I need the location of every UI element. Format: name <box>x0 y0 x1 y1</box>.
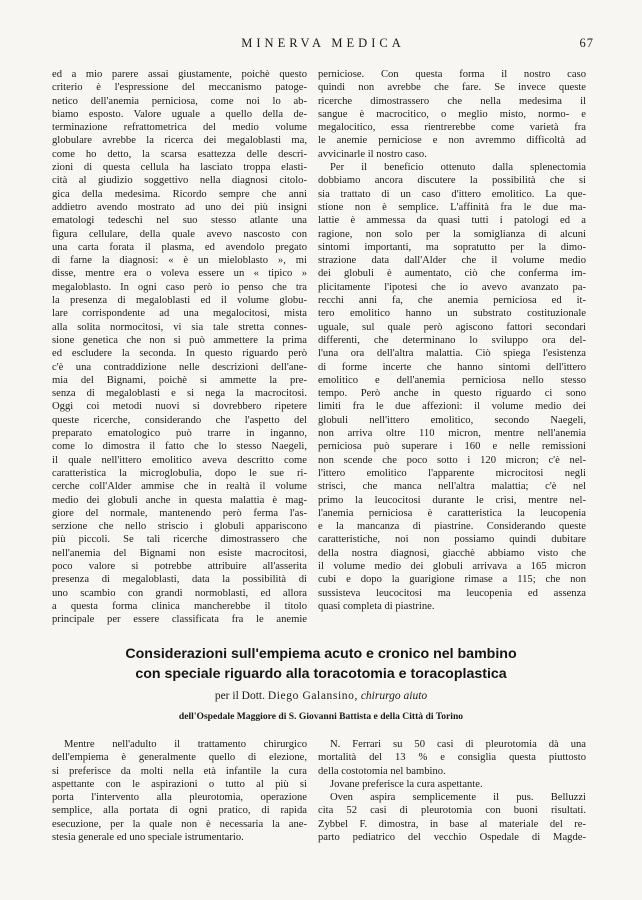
text-line: medio dei globuli anche in questa malattia è mag- <box>52 494 307 506</box>
text-line: sangue è macrocitico, o meglio misto, normo- e <box>318 108 586 120</box>
text-line: semplice, alla portata di ogni pratico, di rapida <box>52 805 307 817</box>
page-number: 67 <box>579 36 594 50</box>
text-line: e la mancanza di piastrine. Considerando queste <box>318 521 586 533</box>
left-column-paragraph <box>52 68 307 626</box>
text-line: lare corrispondente ad una megalocitosi, mista <box>52 308 307 320</box>
text-line: plicitamente l'ipotesi che io avevo avanzato pa- <box>318 281 586 293</box>
text-line: sia trattato di un caso d'ittero emolitico. La que- <box>318 188 586 200</box>
text-line: ed a mio parere assai giustamente, poichè questo <box>52 69 307 80</box>
text-line: più piccoli. Se tali ricerche dimostrassero che <box>52 534 307 546</box>
text-line: megaloblasto. In ogni caso però io penso che tra <box>52 281 307 293</box>
text-line: la presenza di megaloblasti ed il volume globu- <box>52 295 307 307</box>
article-left-column <box>52 738 307 844</box>
text-line: perniciosa può superare i 160 e nelle remissioni <box>318 441 586 453</box>
text-line: uguale, sul quale però agiscono fattori secondari <box>318 321 586 333</box>
byline-prefix: per il Dott. <box>214 690 265 702</box>
text-line: cita 52 casi di pleurotomia con buoni risultati. <box>318 805 586 817</box>
text-line: dobbiamo ancora discutere la possibilità che si <box>318 175 586 187</box>
article-title-line-1: Considerazioni sull'empiema acuto e cronico nel bambino <box>125 646 517 662</box>
text-line: ed escludere la seconda. In questo riguardo però <box>52 348 307 360</box>
text-line: N. Ferrari su 50 casi di pleurotomia dà una <box>330 739 586 750</box>
text-line: globuli nell'ittero emolitico, secondo Naegeli, <box>318 414 586 426</box>
text-line: c'è una contraddizione nelle descrizioni dell'ane- <box>52 361 307 373</box>
text-line: esecuzione, per la quale non è necessaria la ane- <box>52 818 307 830</box>
text-line: aspettante con le aspirazioni o tutto al più si <box>52 778 307 790</box>
text-line: tempo. Però anche in questo riguardo ci sono <box>318 388 586 400</box>
article-right-column <box>318 738 586 844</box>
text-line: serzione che nello striscio i globuli appariscono <box>52 521 307 533</box>
text-line: biamo esposto. Valore uguale a quello della de- <box>52 108 307 120</box>
text-line: caratteristica la microglobulia, dopo le sue ri- <box>52 467 307 479</box>
text-line: il volume medio dei globuli arrivava a 165 micron <box>318 560 586 572</box>
text-line: si preferisce da molti nella età infantile la cura <box>52 765 307 777</box>
text-line: differenti, che determinano lo sviluppo ora del- <box>318 334 586 346</box>
text-line: poco valore si potrebbe attribuire all'asserita <box>52 560 307 572</box>
text-line: recchi anni fa, che anemia perniciosa ed it- <box>318 295 586 307</box>
right-column-text <box>318 68 586 613</box>
text-line: stesia generale ed uno speciale istrumentario. <box>52 832 244 844</box>
text-line: non scende che poco sotto i 120 micron; c'è nel- <box>318 454 586 466</box>
text-line: megalocitico, essa rientrerebbe come varietà fra <box>318 122 586 134</box>
text-line: strisci, che manca nell'altra malattia; c'è nel <box>318 481 586 493</box>
text-line: principale per essere classificata fra le anemie <box>52 614 307 626</box>
text-line: di forme incerte che hanno sintomi dell'ittero <box>318 361 586 373</box>
text-line: una carta forata il plasma, ed avendolo pregato <box>52 241 307 253</box>
text-line: lattie è ammessa da quasi tutti i patologi ed a <box>318 215 586 227</box>
page-header <box>52 36 594 52</box>
article-byline <box>40 690 602 702</box>
text-line: disse, mentre era o voleva essere un « tipico » <box>52 268 307 280</box>
text-line: criterio è l'espressione del meccanismo patoge- <box>52 82 307 94</box>
right-column-paragraph <box>318 68 586 613</box>
text-line: Oggi coi metodi nuovi si dovrebbero ripetere <box>52 401 307 413</box>
text-line: addietro avendo mostrato ad uno dei più insigni <box>52 201 307 213</box>
left-column-text <box>52 68 307 626</box>
text-line: strazione data dall'Alder che il volume medio <box>318 255 586 267</box>
text-line: quasi completa di piastrine. <box>318 600 435 612</box>
text-line: mia del Bignami, poichè si ammette la pre- <box>52 374 307 386</box>
text-line: nell'anemia del Bignami non esiste macrocitosi, <box>52 547 307 559</box>
text-line: non arriva oltre 110 micron, mentre nell'anemia <box>318 428 586 440</box>
text-line: limiti fra le due affezioni: il volume medio dei <box>318 401 586 413</box>
text-line: della costotomia nel bambino. <box>318 765 446 777</box>
text-line: della nostra diagnosi, giacchè abbiamo visto che <box>318 547 586 559</box>
text-line: globulare avrebbe la ricerca dei megaloblasti ma, <box>52 135 307 147</box>
text-line: tero emolitico hanno un substrato costituzionale <box>318 308 586 320</box>
text-line: quindi non avrebbe che fare. Se invece queste <box>318 82 586 94</box>
text-line: sintomi importanti, ma sopratutto per la dimo- <box>318 241 586 253</box>
article-title-line-2: con speciale riguardo alla toracotomia e toracoplastica <box>135 666 507 682</box>
text-line: giore del normale, mantenendo però ferma l'as- <box>52 507 307 519</box>
text-line: Oven aspira semplicemente il pus. Belluzzi <box>330 792 586 804</box>
text-line: come lo dimostra il fatto che lo stesso Naegeli, <box>52 441 307 453</box>
text-line: preparato ematologico può trarre in inganno, <box>52 428 307 440</box>
text-line: l'ittero emolitico l'apparente microcitosi negli <box>318 467 586 479</box>
text-line: cubi e dopo la guarigione rimase a 115; che non <box>318 574 586 586</box>
article-paragraph <box>318 738 586 844</box>
text-line: Per il beneficio ottenuto dalla splenectomia <box>330 162 586 174</box>
text-line: gica della medesima. Ricordo sempre che anni <box>52 188 307 200</box>
text-line: ragione, non solo per la somiglianza di alcuni <box>318 228 586 240</box>
text-line: le anemie perniciose e non avremmo difficoltà ad <box>318 135 586 147</box>
text-line: sussisteva leucocitosi ma leucopenia ed assenza <box>318 587 586 599</box>
text-line: parto pediatrico del vecchio Ospedale di Magde- <box>318 832 586 844</box>
author-role: chirurgo aiuto <box>360 690 428 702</box>
text-line: zioni di questa cellula ha lasciato troppa elasti- <box>52 162 307 174</box>
text-line: stione non è semplice. L'affinità fra le due ma- <box>318 201 586 213</box>
text-line: senza di megaloblasti e si nega la macrocitosi. <box>52 388 307 400</box>
text-line: emolitico e dell'anemia perniciosa nello stesso <box>318 374 586 386</box>
text-line: dell'empiema è generalmente quello di elezione, <box>52 752 307 764</box>
text-line: uno scambio con grandi normoblasti, ed allora <box>52 587 307 599</box>
text-line: a questa forma clinica mancherebbe il titolo <box>52 600 307 612</box>
text-line: come ho detto, la scarsa esattezza delle descri- <box>52 148 307 160</box>
author-name: Diego Galansino, <box>267 690 358 702</box>
text-line: presenza di megaloblasti, data la possibilità di <box>52 574 307 586</box>
text-line: caratteristiche, noi non possiamo quindi dubitare <box>318 534 586 546</box>
text-line: netico dell'anemia perniciosa, come noi lo ab- <box>52 95 307 107</box>
text-line: Zybbel F. dimostra, in base al materiale del re- <box>318 818 586 830</box>
text-line: l'anemia perniciosa è caratteristica la leucopenia <box>318 507 586 519</box>
text-line: queste ricerche, considerando che l'aspetto del <box>52 414 307 426</box>
text-line: cità al giudizio soggettivo nella diagnosi citolo- <box>52 175 307 187</box>
text-line: figura cellulare, della quale avevo nascosto con <box>52 228 307 240</box>
text-line: di farne la diagnosi: « è un mieloblasto », mi <box>52 255 307 267</box>
text-line: sione genetica che non si può ammettere la prima <box>52 334 307 346</box>
text-line: perniciose. Con questa forma il nostro caso <box>318 69 586 80</box>
text-line: alla solita normocitosi, vi sia tale stretta connes- <box>52 321 307 333</box>
journal-title: MINERVA MEDICA <box>241 36 405 50</box>
text-line: avvicinarle il nostro caso. <box>318 148 427 160</box>
text-line: Jovane preferisce la cura aspettante. <box>330 778 483 790</box>
text-line: cerche coll'Alder ammise che in realtà il volume <box>52 481 307 493</box>
text-line: primo la leucocitosi durante le crisi, mentre nel- <box>318 494 586 506</box>
text-line: mortalità del 13 % e consiglia questa piuttosto <box>318 752 586 764</box>
text-line: ricerche dimostrassero che nella medesima il <box>318 95 586 107</box>
text-line: Mentre nell'adulto il trattamento chirurgico <box>64 739 307 750</box>
text-line: ematologi tedeschi nel suo stesso atlante una <box>52 215 307 227</box>
text-line: terminazione refrattometrica del medio volume <box>52 122 307 134</box>
author-affiliation: dell'Ospedale Maggiore di S. Giovanni Battista e della Città di Torino <box>178 711 464 722</box>
text-line: dei globuli è aumentato, ciò che conferma im- <box>318 268 586 280</box>
text-line: l'una ora dell'altra malattia. Ciò spiega l'esistenza <box>318 348 586 360</box>
article-paragraph <box>52 738 307 844</box>
text-line: porta l'intervento alla pleurotomia, operazione <box>52 792 307 804</box>
text-line: il quale nell'ittero emolitico aveva descritto come <box>52 454 307 466</box>
